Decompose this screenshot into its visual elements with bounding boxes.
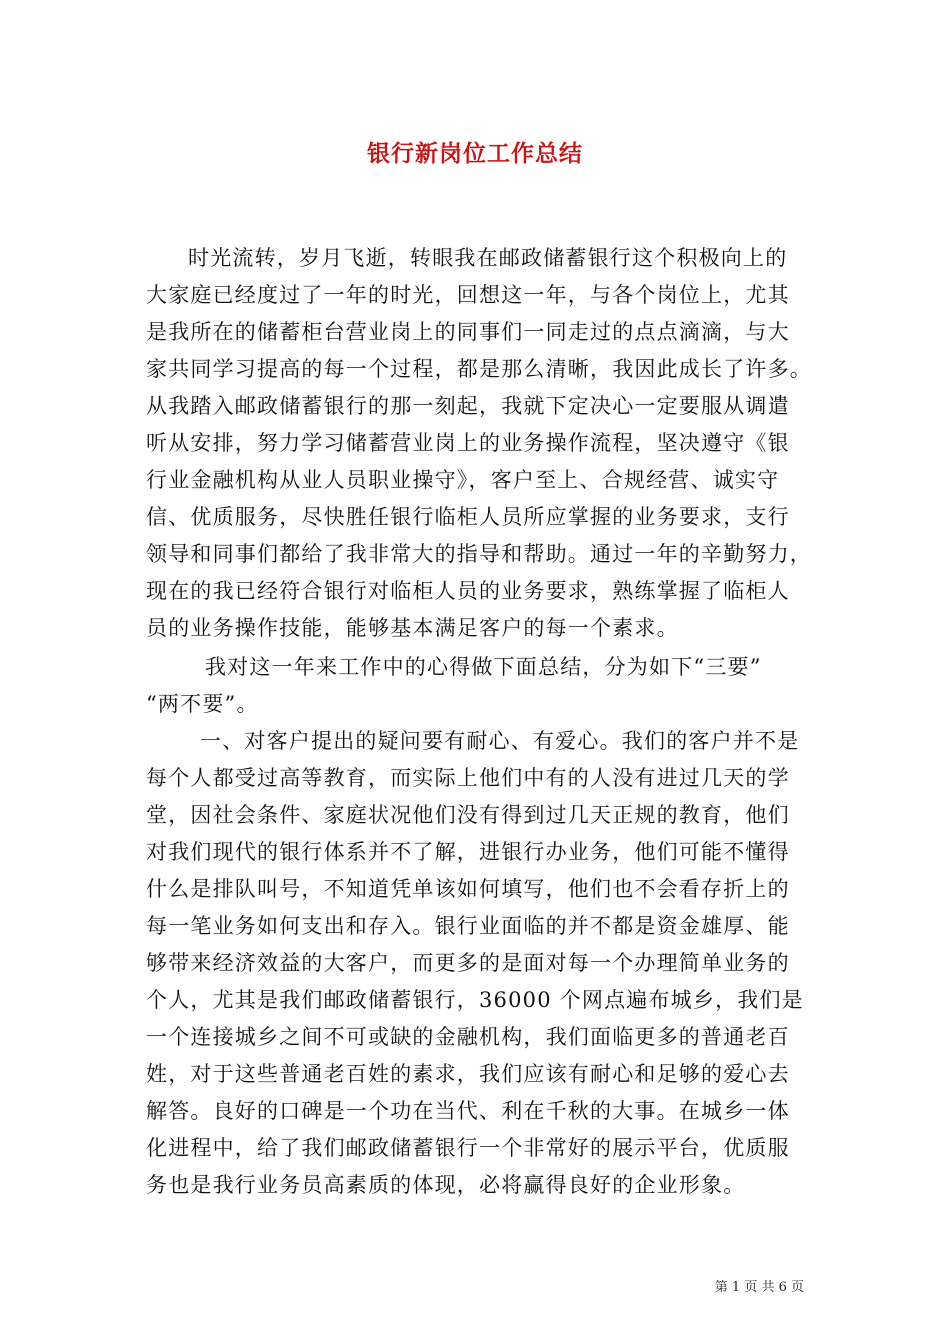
page-number: 第 1 页 共 6 页 (714, 1280, 804, 1295)
paragraph-1-line-8: 信、优质服务，尽快胜任银行临柜人员所应掌握的业务要求，支行 (146, 505, 790, 529)
paragraph-3-line-8: 个人，尤其是我们邮政储蓄银行，36000 个网点遍布城乡，我们是 (146, 988, 804, 1012)
paragraph-3-line-2: 每个人都受过高等教育，而实际上他们中有的人没有进过几天的学 (146, 766, 790, 790)
paragraph-3-line-5: 什么是排队叫号，不知道凭单该如何填写，他们也不会看存折上的 (146, 877, 790, 901)
paragraph-1-line-10: 现在的我已经符合银行对临柜人员的业务要求，熟练掌握了临柜人 (146, 579, 790, 603)
paragraph-1-line-2: 大家庭已经度过了一年的时光，回想这一年，与各个岗位上，尤其 (146, 283, 790, 307)
paragraph-3-line-11: 解答。良好的口碑是一个功在当代、利在千秋的大事。在城乡一体 (146, 1099, 790, 1123)
paragraph-3-line-3: 堂，因社会条件、家庭状况他们没有得到过几天正规的教育，他们 (146, 803, 790, 827)
paragraph-3-line-10: 姓，对于这些普通老百姓的素求，我们应该有耐心和足够的爱心去 (146, 1062, 790, 1086)
paragraph-2-line-2: “两不要”。 (146, 692, 259, 716)
paragraph-3-line-7: 够带来经济效益的大客户，而更多的是面对每一个办理简单业务的 (146, 951, 790, 975)
paragraph-1-line-6: 听从安排，努力学习储蓄营业岗上的业务操作流程，坚决遵守《银 (146, 431, 790, 455)
document-title: 银行新岗位工作总结 (367, 140, 583, 167)
paragraph-1-line-5: 从我踏入邮政储蓄银行的那一刻起，我就下定决心一定要服从调遣 (146, 394, 790, 418)
paragraph-1-line-9: 领导和同事们都给了我非常大的指导和帮助。通过一年的辛勤努力， (146, 542, 812, 566)
paragraph-3-line-9: 一个连接城乡之间不可或缺的金融机构，我们面临更多的普通老百 (146, 1025, 790, 1049)
paragraph-1-line-1: 时光流转，岁月飞逝，转眼我在邮政储蓄银行这个积极向上的 (188, 246, 788, 270)
paragraph-3-line-13: 务也是我行业务员高素质的体现，必将赢得良好的企业形象。 (146, 1173, 746, 1197)
paragraph-3-line-1: 一、对客户提出的疑问要有耐心、有爱心。我们的客户并不是 (200, 729, 800, 753)
paragraph-1-line-4: 家共同学习提高的每一个过程，都是那么清晰，我因此成长了许多。 (146, 357, 812, 381)
paragraph-1-line-11: 员的业务操作技能，能够基本满足客户的每一个素求。 (146, 616, 679, 640)
paragraph-3-line-12: 化进程中，给了我们邮政储蓄银行一个非常好的展示平台，优质服 (146, 1136, 790, 1160)
paragraph-1-line-7: 行业金融机构从业人员职业操守》，客户至上、合规经营、诚实守 (146, 468, 780, 492)
paragraph-2-line-1: 我对这一年来工作中的心得做下面总结，分为如下“三要” (205, 655, 762, 679)
paragraph-3-line-4: 对我们现代的银行体系并不了解，进银行办业务，他们可能不懂得 (146, 840, 790, 864)
paragraph-1-line-3: 是我所在的储蓄柜台营业岗上的同事们一同走过的点点滴滴，与大 (146, 320, 790, 344)
paragraph-3-line-6: 每一笔业务如何支出和存入。银行业面临的并不都是资金雄厚、能 (146, 914, 790, 938)
